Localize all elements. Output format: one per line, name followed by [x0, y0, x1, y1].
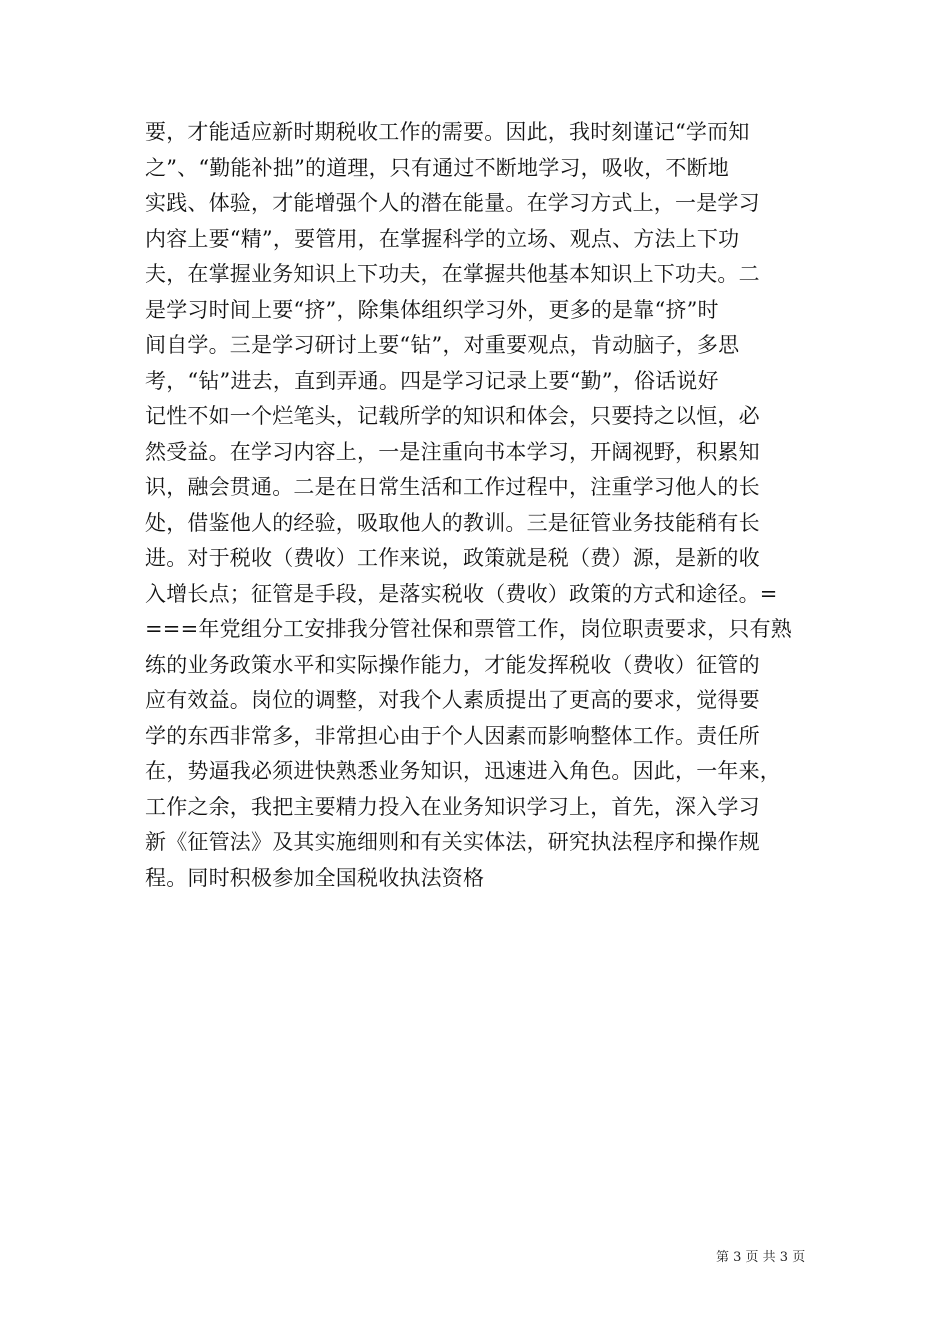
text-line: 进。对于税收（费收）工作来说，政策就是税（费）源，是新的收 — [145, 546, 760, 570]
text-line: 考，“钻”进去，直到弄通。四是学习记录上要“勤”，俗话说好 — [145, 368, 719, 393]
text-line: 应有效益。岗位的调整，对我个人素质提出了更高的要求，觉得要 — [145, 688, 760, 712]
text-line: 在，势逼我必须进快熟悉业务知识，迅速进入角色。因此，一年来， — [145, 759, 781, 783]
text-line: 练的业务政策水平和实际操作能力，才能发挥税收（费收）征管的 — [145, 652, 760, 677]
text-line: 记性不如一个烂笔头，记载所学的知识和体会，只要持之以恒，必 — [145, 404, 760, 428]
text-line: 然受益。在学习内容上，一是注重向书本学习，开阔视野，积累知 — [145, 439, 760, 464]
text-line: 处，借鉴他人的经验，吸取他人的教训。三是征管业务技能稍有长 — [145, 510, 760, 535]
text-line: 学的东西非常多，非常担心由于个人因素而影响整体工作。责任所 — [145, 723, 760, 748]
text-line: 间自学。三是学习研讨上要“钻”，对重要观点，肯动脑子，多思 — [145, 333, 740, 357]
body-text — [145, 115, 810, 896]
text-line: 内容上要“精”，要管用，在掌握科学的立场、观点、方法上下功 — [145, 226, 740, 251]
text-line: 要，才能适应新时期税收工作的需要。因此，我时刻谨记“学而知 — [145, 120, 750, 144]
text-line: 是学习时间上要“挤”，除集体组织学习外，更多的是靠“挤”时 — [145, 297, 719, 322]
text-line: 识，融会贯通。二是在日常生活和工作过程中，注重学习他人的长 — [145, 475, 760, 499]
text-line: 入增长点；征管是手段，是落实税收（费收）政策的方式和途径。= — [145, 581, 778, 606]
text-line: 新《征管法》及其实施细则和有关实体法，研究执法程序和操作规 — [145, 830, 760, 854]
text-line: 实践、体验，才能增强个人的潜在能量。在学习方式上，一是学习 — [145, 191, 760, 215]
text-line: 工作之余，我把主要精力投入在业务知识学习上，首先，深入学习 — [145, 794, 760, 819]
text-line: 程。同时积极参加全国税收执法资格 — [145, 865, 485, 890]
text-line: 夫，在掌握业务知识上下功夫，在掌握共他基本知识上下功夫。二 — [145, 262, 760, 286]
text-line: 之”、“勤能补拙”的道理，只有通过不断地学习，吸收，不断地 — [145, 155, 730, 180]
text-line: ===年党组分工安排我分管社保和票管工作，岗位职责要求，只有熟 — [145, 617, 792, 641]
page-number: 第 3 页 共 3 页 — [716, 1250, 806, 1265]
